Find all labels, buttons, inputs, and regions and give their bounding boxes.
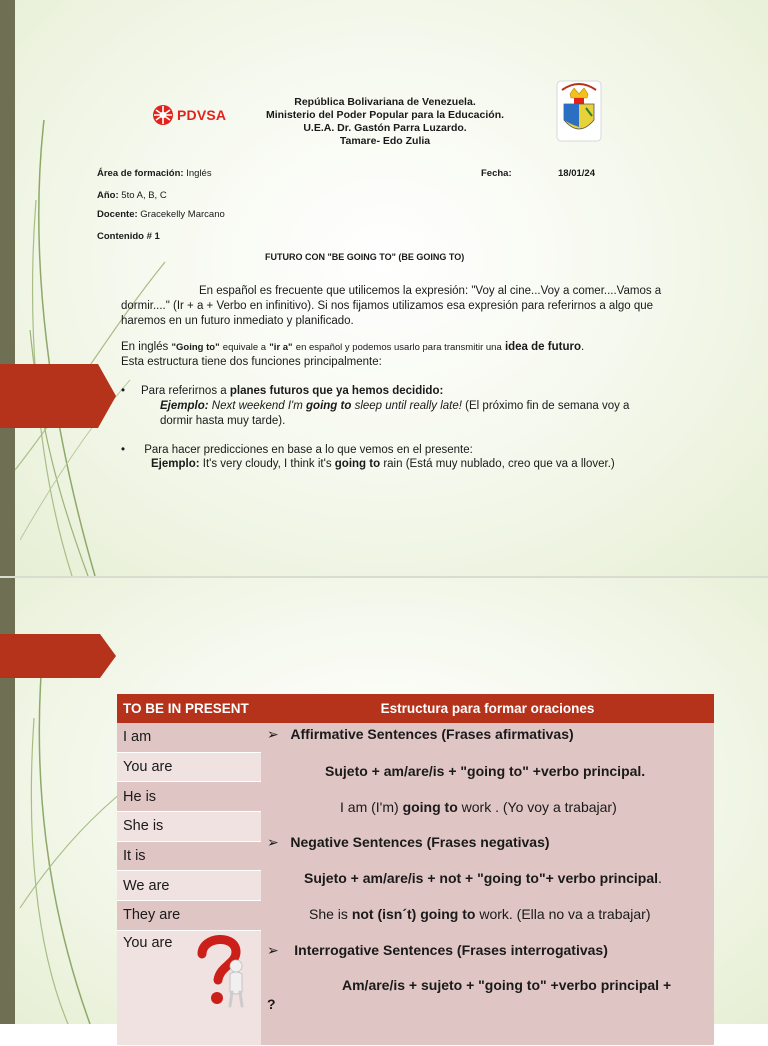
area-value: Inglés	[186, 168, 212, 179]
example-translation: (El próximo fin de semana voy a	[465, 400, 630, 412]
table-header-right: Estructura para formar oraciones	[261, 694, 714, 723]
table-header-row	[117, 694, 714, 723]
intro-paragraph-2	[121, 340, 691, 370]
affirmative-title: Affirmative Sentences (Frases afirmativas)	[290, 726, 574, 742]
interrogative-heading	[267, 942, 608, 959]
example-text: work . (Yo voy a trabajar)	[461, 799, 617, 815]
pronoun-cell: He is	[117, 782, 261, 812]
pronoun-cell: We are	[117, 871, 261, 901]
negative-formula	[304, 870, 662, 886]
fecha-value-field	[558, 168, 595, 179]
example-going-to: going to	[402, 799, 458, 815]
negative-heading	[267, 834, 550, 851]
example-text: Next weekend I'm	[211, 400, 303, 412]
contenido-field	[97, 231, 160, 242]
ano-field	[97, 190, 167, 201]
affirmative-formula	[325, 763, 645, 779]
example-label: Ejemplo:	[160, 400, 209, 412]
pronoun-cell: They are	[117, 901, 261, 931]
bullet-1-bold: planes futuros que ya hemos decidido:	[229, 385, 444, 397]
interrogative-formula	[342, 977, 671, 993]
table-header-left: TO BE IN PRESENT	[117, 694, 261, 723]
header-line: Ministerio del Poder Popular para la Educación.	[265, 109, 505, 121]
fecha-value: 18/01/24	[558, 168, 595, 179]
pdvsa-logo	[152, 104, 226, 126]
interrogative-formula-text: Am/are/is + sujeto + "going to" +verbo principal +	[342, 977, 672, 993]
example-text: I am (I'm)	[340, 799, 399, 815]
p2-text: en español y podemos usarlo para transmitir una	[295, 342, 502, 353]
bullet-1-text: Para referirnos a	[141, 385, 227, 397]
example-translation-cont: dormir hasta muy tarde).	[160, 415, 286, 427]
example-text: It's very cloudy, I think it's	[202, 458, 332, 470]
header-line: U.E.A. Dr. Gastón Parra Luzardo.	[303, 122, 467, 134]
arrow-bullet-icon: ➢	[267, 726, 279, 742]
arrow-bullet-icon: ➢	[267, 942, 279, 958]
example-text: rain (Está muy nublado, creo que va a llover.)	[383, 458, 615, 470]
bullet-2-example	[151, 457, 615, 472]
arrow-bullet-icon: ➢	[267, 834, 279, 850]
header-line: República Bolivariana de Venezuela.	[294, 96, 476, 108]
school-crest-icon	[556, 80, 602, 142]
question-mark-text: ?	[267, 996, 276, 1012]
docente-value: Gracekelly Marcano	[140, 209, 225, 220]
header-line: Tamare- Edo Zulia	[339, 135, 431, 147]
bullet-dot: •	[121, 385, 138, 397]
interrogative-question-mark	[267, 996, 276, 1012]
lesson-title: FUTURO CON "BE GOING TO" (BE GOING TO)	[265, 252, 465, 262]
p2-idea-de-futuro: idea de futuro	[504, 341, 581, 353]
institution-header	[250, 96, 520, 148]
example-not-going-to: not (isn´t) going to	[351, 906, 476, 922]
docente-label: Docente:	[97, 209, 138, 220]
contenido-label: Contenido # 1	[97, 231, 160, 242]
example-going-to: going to	[334, 458, 381, 470]
example-text: She is	[309, 906, 348, 922]
pronoun-cell: You are	[117, 752, 261, 782]
intro-paragraph-3: Esta estructura tiene dos funciones principalmente:	[121, 356, 382, 368]
pronoun-cell: She is	[117, 812, 261, 842]
pdvsa-sun-icon	[152, 104, 174, 126]
ano-label: Año:	[97, 190, 119, 201]
affirmative-heading	[267, 726, 574, 743]
affirmative-example	[340, 799, 617, 815]
p2-ir-a: "ir a"	[269, 342, 293, 353]
bullet-1-example	[160, 399, 700, 429]
red-arrow-banner	[0, 364, 116, 428]
example-text: work. (Ella no va a trabajar)	[479, 906, 651, 922]
interrogative-title: Interrogative Sentences (Frases interrogativas)	[294, 942, 608, 958]
affirmative-formula-text: Sujeto + am/are/is + "going to" +verbo principal.	[325, 763, 646, 779]
negative-title: Negative Sentences (Frases negativas)	[290, 834, 550, 850]
example-label: Ejemplo:	[151, 458, 200, 470]
fecha-field	[481, 168, 512, 179]
example-going-to: going to	[306, 400, 352, 412]
area-label: Área de formación:	[97, 168, 184, 179]
negative-example	[309, 906, 651, 922]
pronoun-cell: It is	[117, 841, 261, 871]
red-arrow-banner	[0, 634, 116, 678]
p2-period: .	[580, 341, 585, 353]
bullet-item-1	[121, 384, 443, 399]
pdvsa-logo-text: PDVSA	[177, 107, 227, 123]
bullet-item-2	[121, 443, 473, 458]
p2-text: equivale a	[222, 342, 267, 353]
ano-value: 5to A, B, C	[121, 190, 167, 201]
negative-formula-period: .	[658, 870, 662, 886]
docente-field	[97, 209, 225, 220]
intro-paragraph-1: En español es frecuente que utilicemos la expresión: "Voy al cine...Voy a comer....Vamos a dormir...." (Ir + a + Verbo en infinitivo). Si nos fijamos utilizamos esa expresión para referirnos a algo que haremos en un futuro inmediato y planificado.	[121, 285, 662, 327]
pronoun-cell: I am	[117, 723, 261, 752]
area-field	[97, 168, 212, 179]
pronoun-cell: You are	[117, 930, 261, 1045]
question-mark-figure-icon	[196, 932, 252, 1008]
bullet-dot: •	[121, 444, 142, 456]
example-text: sleep until really late!	[354, 400, 462, 412]
negative-formula-text: Sujeto + am/are/is + not + "going to"+ verbo principal	[304, 870, 659, 886]
p2-text: En inglés	[121, 341, 169, 353]
fecha-label: Fecha:	[481, 168, 512, 179]
bullet-2-text: Para hacer predicciones en base a lo que vemos en el presente:	[144, 444, 473, 456]
p2-going-to: "Going to"	[171, 342, 220, 353]
